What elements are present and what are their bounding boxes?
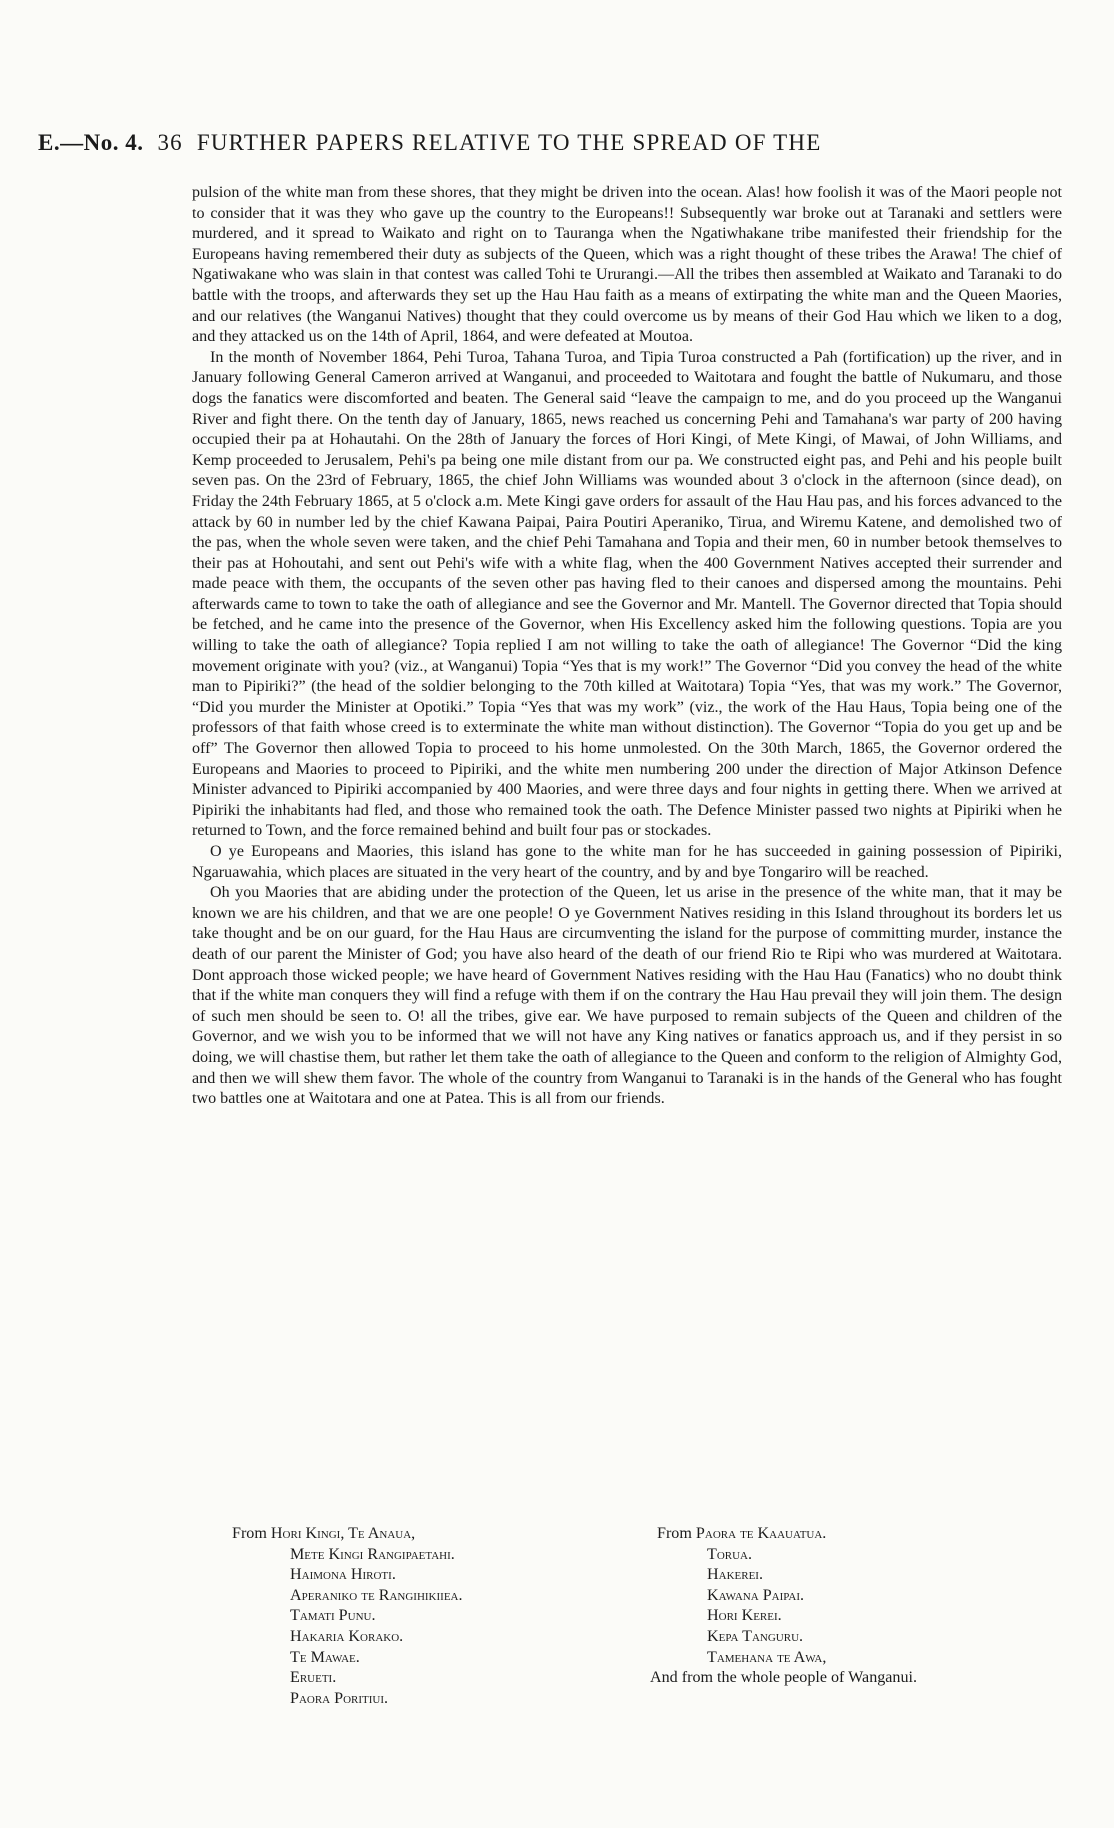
running-title: FURTHER PAPERS RELATIVE TO THE SPREAD OF THE — [196, 130, 822, 155]
signature-column-left — [192, 1524, 622, 1709]
paragraph: Oh you Maories that are abiding under the protection of the Queen, let us arise in the presence of the white man, that it may be known we are his children, and that we are one people! O ye Government Natives residing in this Island throughout its borders let us take thought and be on our guard, for the Hau Haus are circumventing the island for the purpose of committing murder, instance the death of our parent the Minister of God; you have also heard of the death of our friend Rio te Ripi who was murdered at Waitotara. Dont approach those wicked people; we have heard of Government Natives residing with the Hau Hau (Fanatics) who no doubt think that if the white man conquers they will find a refuge with them if on the contrary the Hau Hau prevail they will join them. The design of such men should be seen to. O! all the tribes, give ear. We have purposed to remain subjects of the Queen and children of the Governor, and we wish you to be informed that we will not have any King natives or fanatics approach us, and if they persist in so doing, we will chastise them, but rather let them take the oath of allegiance to the Queen and conform to the religion of Almighty God, and then we will shew them favor. The whole of the country from Wanganui to Taranaki is in the hands of the General who has fought two battles one at Waitotara and one at Patea. This is all from our friends. — [192, 884, 1062, 1108]
signature-line: Haimona Hiroti. — [290, 1566, 396, 1584]
signature-line: Te Mawae. — [290, 1648, 360, 1666]
letter-body — [192, 183, 1062, 1110]
signature-line: Erueti. — [290, 1669, 337, 1687]
paragraph-continuation: pulsion of the white man from these shores, that they might be driven into the ocean. Alas! how foolish it was of the Maori people not to consider that it was they who gave up the country to the Europeans!! Subsequently war broke out at Taranaki and settlers were murdered, and it spread to Waikato and right on to Tauranga when the Ngatiwhakane tribe manifested their friendship for the Europeans having remembered their duty as subjects of the Queen, which was a right thought of these tribes the Arawa! The chief of Ngatiwakane who was slain in that contest was called Tohi te Ururangi.—All the tribes then assembled at Waikato and Taranaki to do battle with the troops, and afterwards they set up the Hau Hau faith as a means of extirpating the white man and the Queen Maories, and our relatives (the Wanganui Natives) thought that they could overcome us by means of their God Hau which we liken to a dog, and they attacked us on the 14th of April, 1864, and were defeated at Moutoa. — [192, 184, 1062, 346]
signature-column-right — [622, 1524, 1062, 1709]
page-header — [38, 130, 1018, 156]
signature-line: Kepa Tanguru. — [707, 1627, 804, 1645]
signature-line: From Paora te Kaauatua. — [657, 1525, 827, 1542]
signature-line: From Hori Kingi, Te Anaua, — [232, 1525, 416, 1542]
paragraph: O ye Europeans and Maories, this island has gone to the white man for he has succeeded in gaining possession of Pipiriki, Ngaruawahia, which places are situated in the very heart of the country, and by and bye Tongariro will be reached. — [192, 843, 1062, 881]
signature-line: Torua. — [707, 1545, 753, 1563]
signature-line: Tamehana te Awa, — [707, 1648, 827, 1666]
page-number: 36 — [157, 130, 183, 155]
signatures — [192, 1524, 1062, 1709]
paragraph: In the month of November 1864, Pehi Turoa, Tahana Turoa, and Tipia Turoa constructed a Pah (fortification) up the river, and in January following General Cameron arrived at Wanganui, and proceeded to Waitotara and fought the battle of Nukumaru, and those dogs the fanatics were discomforted and beaten. The General said “leave the campaign to me, and do you proceed up the Wanganui River and fight there. On the tenth day of January, 1865, news reached us concerning Pehi and Tamahana's war party of 200 having occupied their pa at Hohautahi. On the 28th of January the forces of Hori Kingi, of Mete Kingi, of Mawai, of John Williams, and Kemp proceeded to Jerusalem, Pehi's pa being one mile distant from our pa. We constructed eight pas, and Pehi and his people built seven pas. On the 23rd of February, 1865, the chief John Williams was wounded about 3 o'clock in the afternoon (since dead), on Friday the 24th February 1865, at 5 o'clock a.m. Mete Kingi gave orders for assault of the Hau Hau pas, and his forces advanced to the attack by 60 in number led by the chief Kawana Paipai, Paira Poutiri Aperaniko, Tirua, and Wiremu Katene, and demolished two of the pas, when the whole seven were taken, and the chief Pehi Tamahana and Topia and their men, 60 in number betook themselves to their pas at Hohoutahi, and sent out Pehi's wife with a white flag, when the 400 Government Natives accepted their surrender and made peace with them, the occupants of the seven other pas having fled to their canoes and dispersed among the mountains. Pehi afterwards came to town to take the oath of allegiance and see the Governor and Mr. Mantell. The Governor directed that Topia should be fetched, and he came into the presence of the Governor, when His Excellency asked him the following questions. Topia are you willing to take the oath of allegiance? Topia replied I am not willing to take the oath of allegiance! The Governor “Did the king movement originate with you? (viz., at Wanganui) Topia “Yes that is my work!” The Governor “Did you convey the head of the white man to Pipiriki?” (the head of the soldier belonging to the 70th killed at Waitotara) Topia “Yes, that was my work.” The Governor, “Did you murder the Minister at Opotiki.” Topia “Yes that was my work” (viz., the work of the Hau Haus, Topia being one of the professors of that faith whose creed is to exterminate the white man without distinction). The Governor “Topia do you get up and be off” The Governor then allowed Topia to proceed to his home unmolested. On the 30th March, 1865, the Governor ordered the Europeans and Maories to proceed to Pipiriki, and the white men numbering 200 under the direction of Major Atkinson Defence Minister advanced to Pipiriki accompanied by 400 Maories, and were three days and four nights in getting there. When we arrived at Pipiriki the inhabitants had fled, and those who remained took the oath. The Defence Minister passed two nights at Pipiriki when he returned to Town, and the force remained behind and built four pas or stockades. — [192, 348, 1062, 840]
closing-line: And from the whole people of Wanganui. — [650, 1669, 918, 1687]
signature-line: Paora Poritiui. — [290, 1689, 389, 1707]
signature-line: Kawana Paipai. — [707, 1586, 804, 1604]
signature-line: Hakerei. — [707, 1566, 763, 1584]
signature-line: Mete Kingi Rangipaetahi. — [290, 1545, 455, 1563]
document-reference: E.—No. 4. — [38, 130, 144, 155]
signature-line: Aperaniko te Rangihikiiea. — [290, 1586, 463, 1604]
signature-line: Hori Kerei. — [707, 1607, 782, 1625]
signature-line: Tamati Punu. — [290, 1607, 376, 1625]
signature-line: Hakaria Korako. — [290, 1627, 404, 1645]
